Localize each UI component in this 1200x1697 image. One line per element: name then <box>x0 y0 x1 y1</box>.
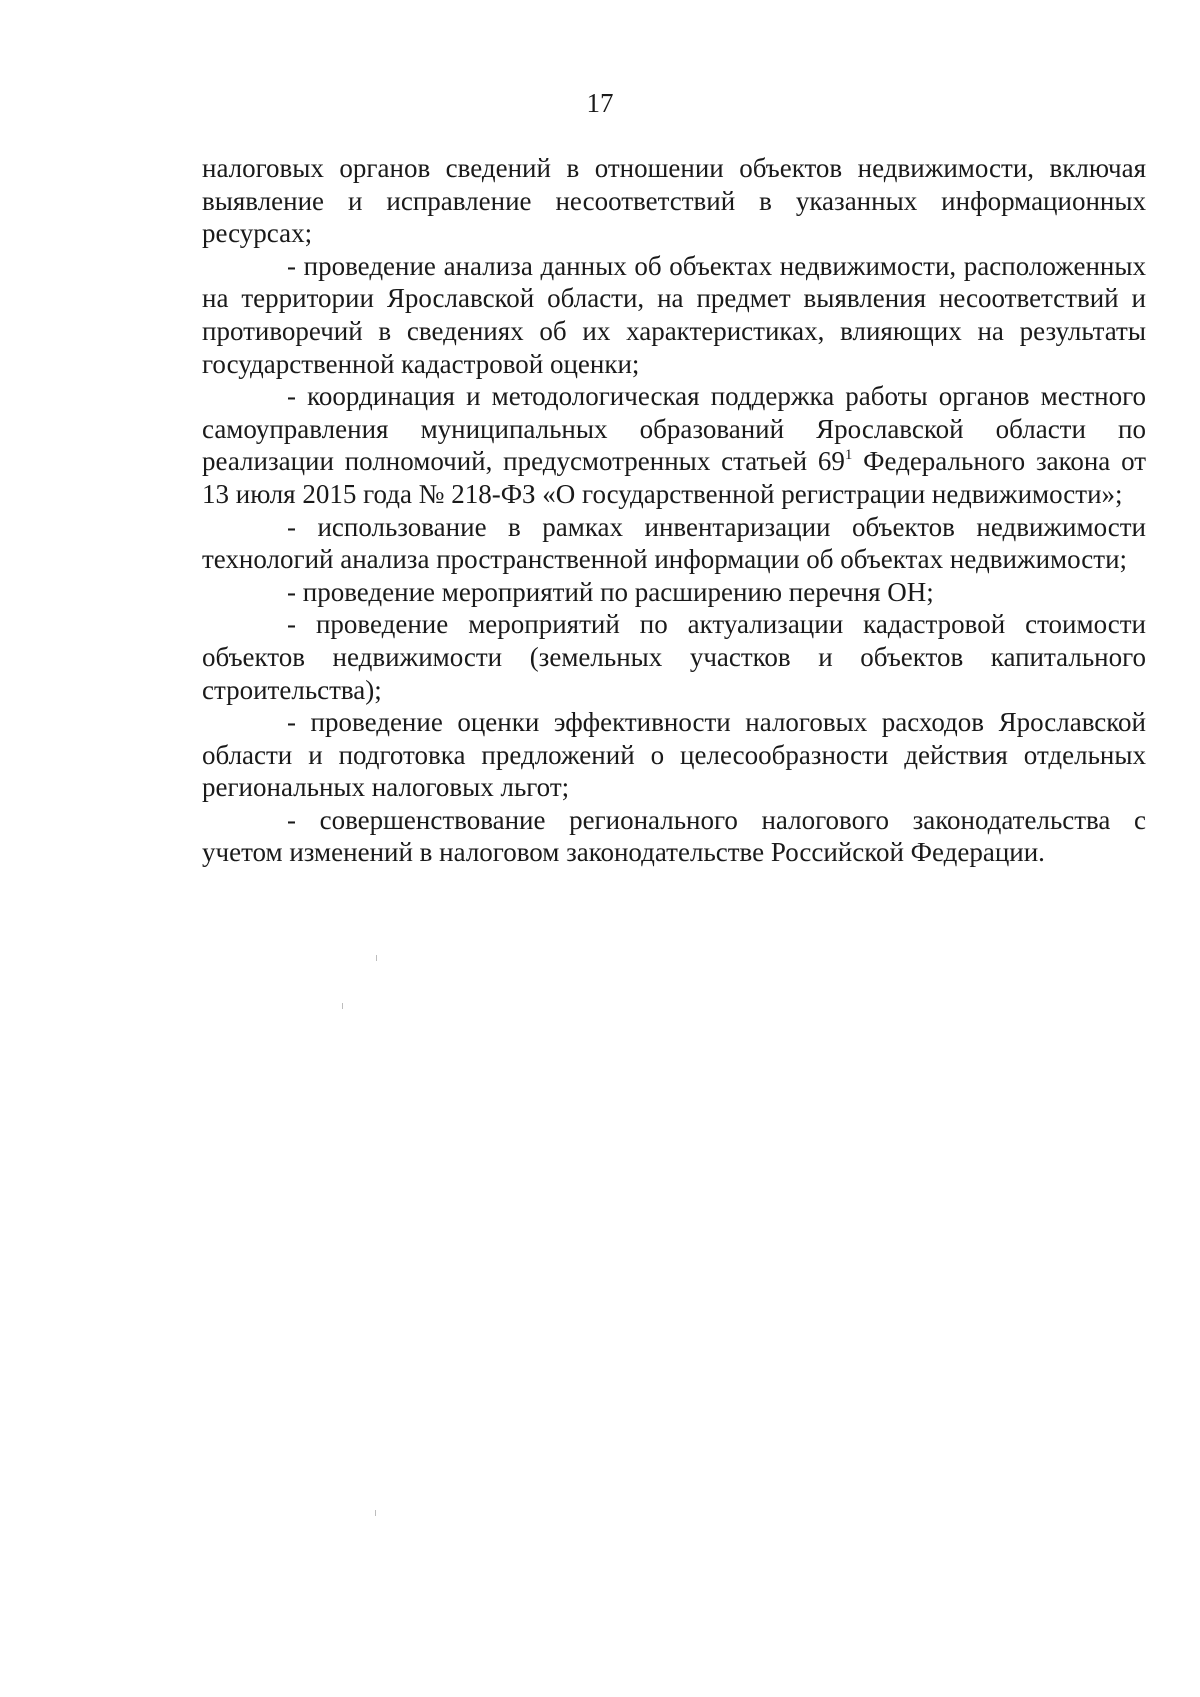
scan-artifact <box>375 1510 376 1516</box>
list-item-coordination <box>202 380 1146 510</box>
list-item-cadastral-update: - проведение мероприятий по актуализации кадастровой стоимости объектов недвижимости (земельных участков и объектов капитального строительства); <box>202 609 1146 705</box>
list-item-expand-list: - проведение мероприятий по расширению перечня ОН; <box>287 576 934 607</box>
list-item-inventory-technologies: - использование в рамках инвентаризации объектов недвижимости технологий анализа пространственной информации об объектах недвижимости; <box>202 511 1146 575</box>
paragraph-continuation: налоговых органов сведений в отношении объектов недвижимости, включая выявление и исправление несоответствий в указанных информационных ресурсах; <box>202 153 1146 249</box>
scan-artifact <box>376 955 377 961</box>
scan-artifact <box>342 1003 343 1009</box>
list-item-coordination-text-before: - координация и методологическая поддержка работы органов местного самоуправления муниципальных образований Ярославской области по реализации полномочий, предусмотренных статьей 69 <box>202 381 1146 477</box>
document-body <box>202 152 1146 869</box>
article-superscript: 1 <box>844 447 853 464</box>
list-item-coordination-text-after: Федерального закона от 13 июля 2015 года № 218-ФЗ «О государственной регистрации недвижимости»; <box>202 446 1147 509</box>
list-item-legislation-improvement: - совершенствование регионального налогового законодательства с учетом изменений в налоговом законодательстве Российской Федерации. <box>202 804 1146 868</box>
list-item-data-analysis: - проведение анализа данных об объектах недвижимости, расположенных на территории Ярославской области, на предмет выявления несоответствий и противоречий в сведениях об их характеристиках, влияющих на результаты государственной кадастровой оценки; <box>202 250 1146 379</box>
list-item-tax-efficiency: - проведение оценки эффективности налоговых расходов Ярославской области и подготовка предложений о целесообразности действия отдельных региональных налоговых льгот; <box>202 707 1146 803</box>
page-number: 17 <box>586 88 614 118</box>
